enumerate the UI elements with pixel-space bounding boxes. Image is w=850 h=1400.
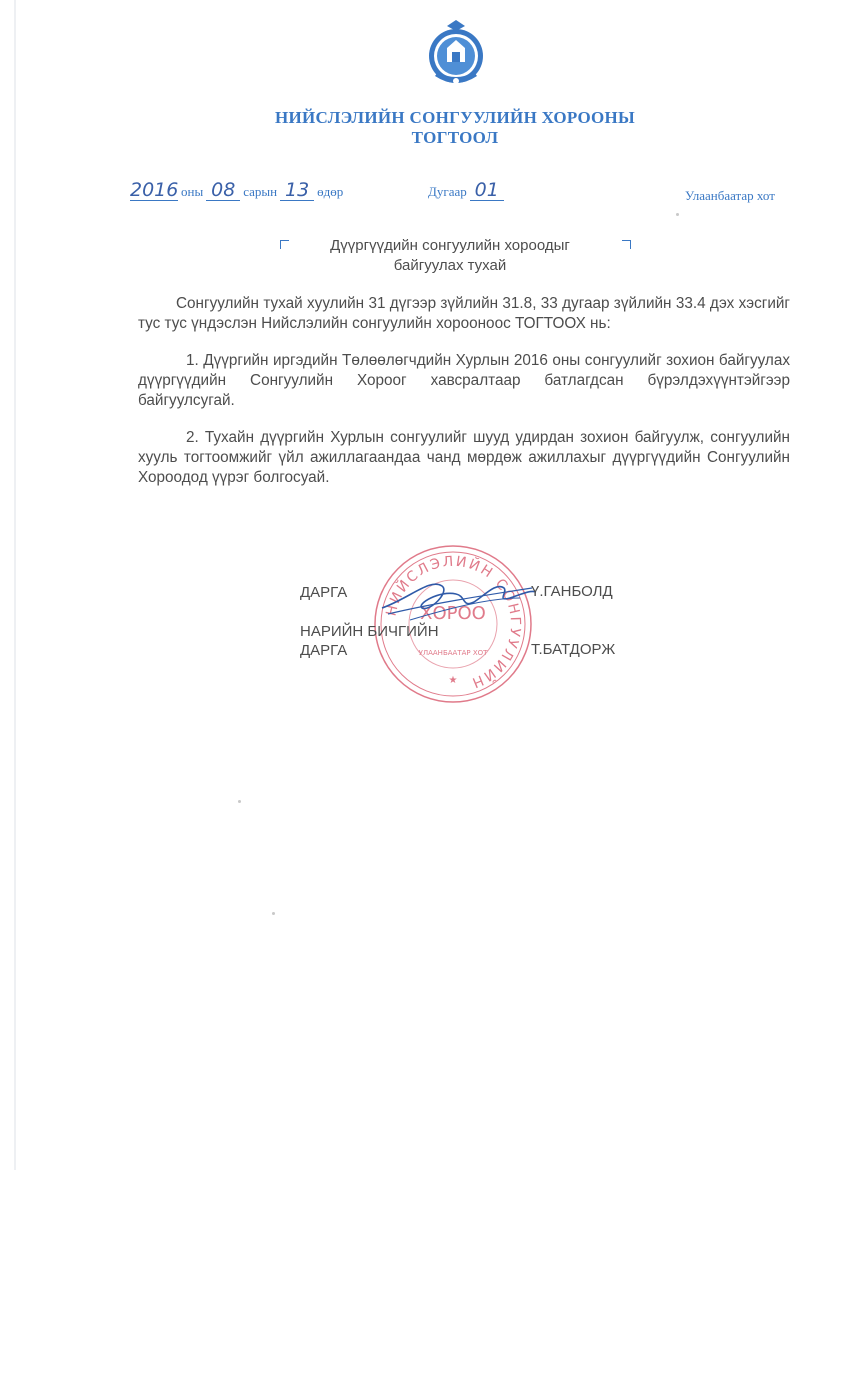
date-month-label: сарын — [243, 184, 278, 199]
scan-page-edge — [14, 0, 16, 1170]
scan-speck — [272, 912, 275, 915]
state-emblem-icon — [425, 18, 487, 90]
chair-title: ДАРГА — [300, 584, 348, 601]
date-year-label: оны — [181, 184, 204, 199]
chair-name: Ү.ГАНБОЛД — [531, 583, 613, 600]
document-title-line2: ТОГТООЛ — [411, 128, 499, 147]
resolution-item-2: 2. Тухайн дүүргийн Хурлын сонгуулийг шууд удирдан зохион байгуулж, сонгуулийн хууль тогтоомжийг үйл ажиллагаандаа чанд мөрдөж ажиллахыг дүүргүүдийн Сонгуулийн Хороодод үүрэг болгосуай. — [138, 429, 790, 486]
date-month-value: 08 — [206, 180, 240, 201]
document-title-line1: НИЙСЛЭЛИЙН СОНГУУЛИЙН ХОРООНЫ — [274, 108, 636, 127]
stamp-center-text: ХОРОО — [420, 603, 486, 624]
stamp-bottom-text: УЛААНБААТАР ХОТ — [418, 649, 488, 657]
preamble-paragraph: Сонгуулийн тухай хуулийн 31 дүгээр зүйлийн 31.8, 33 дугаар зүйлийн 33.4 дэх хэсгийг тус тус үндэслэн Нийслэлийн сонгуулийн хорооноос ТОГТООХ нь: — [138, 295, 790, 332]
chair-signature — [370, 568, 540, 628]
stamp-star-icon: ★ — [448, 675, 458, 686]
date-field — [130, 180, 346, 201]
scan-speck — [238, 800, 241, 803]
resolution-item-1: 1. Дүүргийн иргэдийн Төлөөлөгчдийн Хурлын 2016 оны сонгуулийг зохион байгуулах дүүргүүдийн Сонгуулийн Хороог хавсралтаар батлагдсан бүрэлдэхүүнтэйгээр байгуулсугай. — [138, 352, 790, 409]
document-subject — [230, 236, 670, 276]
scan-speck — [676, 213, 679, 216]
document-number-field — [428, 180, 504, 201]
date-day-label: өдөр — [317, 184, 344, 199]
secretary-title-line2: ДАРГА — [300, 642, 348, 659]
stamp-ring-text: НИЙСЛЭЛИЙН СОНГУУЛИЙН — [383, 553, 524, 692]
document-number-value: 01 — [470, 180, 504, 201]
subject-line2: байгуулах тухай — [393, 257, 507, 274]
secretary-title-line1: НАРИЙН БИЧГИЙН — [300, 623, 439, 640]
date-day-value: 13 — [280, 180, 314, 201]
city-label: Улаанбаатар хот — [685, 188, 775, 203]
document-number-label: Дугаар — [428, 184, 467, 199]
subject-line1: Дүүргүүдийн сонгуулийн хороодыг — [330, 237, 570, 254]
date-year-value: 2016 — [130, 179, 179, 201]
secretary-name: Т.БАТДОРЖ — [531, 641, 616, 658]
